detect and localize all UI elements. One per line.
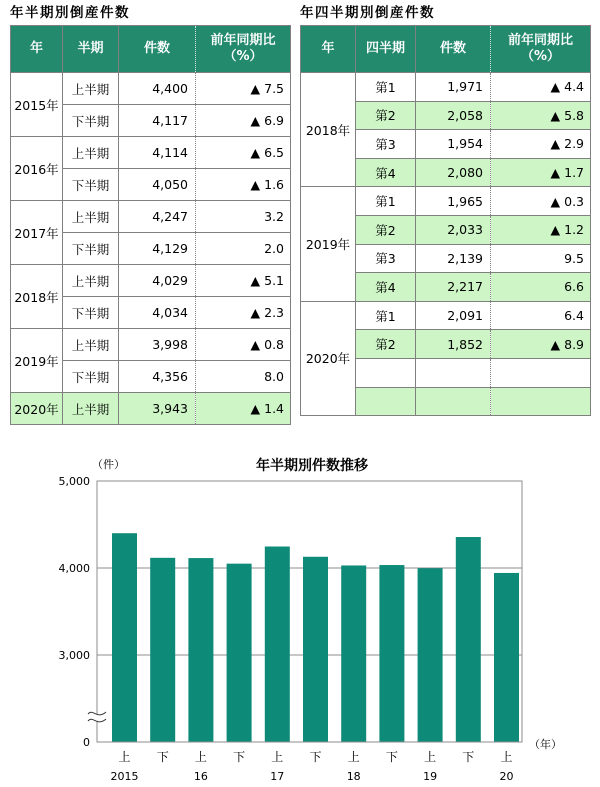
count-cell: 2,080 xyxy=(416,158,491,187)
count-cell: 3,998 xyxy=(119,329,196,361)
x-tick-label: 上 xyxy=(500,750,513,764)
count-cell: 4,356 xyxy=(119,361,196,393)
period-cell-empty xyxy=(356,387,416,416)
header-yoy-unit: （%） xyxy=(520,49,561,64)
x-year-label: 20 xyxy=(499,770,514,783)
period-cell: 上半期 xyxy=(63,73,119,105)
bar-7 xyxy=(341,565,366,742)
count-cell: 1,965 xyxy=(416,187,491,216)
count-cell: 4,050 xyxy=(119,169,196,201)
period-cell: 上半期 xyxy=(63,265,119,297)
count-cell: 2,091 xyxy=(416,301,491,330)
count-cell: 3,943 xyxy=(119,393,196,425)
header-count: 件数 xyxy=(416,26,491,73)
header-row xyxy=(301,26,591,73)
year-cell: 2018年 xyxy=(301,73,356,187)
period-cell: 上半期 xyxy=(63,329,119,361)
header-yoy-label: 前年同期比 xyxy=(507,33,573,48)
year-cell: 2018年 xyxy=(11,265,63,329)
yoy-cell: ▲ 0.3 xyxy=(491,187,591,216)
period-cell: 第3 xyxy=(356,244,416,273)
table-row xyxy=(301,301,591,330)
bar-5 xyxy=(265,547,290,742)
header-period: 四半期 xyxy=(356,26,416,73)
period-cell: 第1 xyxy=(356,301,416,330)
table-row xyxy=(11,137,291,169)
yoy-cell-empty xyxy=(491,358,591,387)
x-tick-label: 上 xyxy=(347,750,360,764)
period-cell: 第2 xyxy=(356,330,416,359)
count-cell: 4,129 xyxy=(119,233,196,265)
header-count: 件数 xyxy=(119,26,196,73)
x-year-label: 17 xyxy=(270,770,285,783)
year-cell: 2016年 xyxy=(11,137,63,201)
yoy-cell: ▲ 1.2 xyxy=(491,215,591,244)
yoy-cell-empty xyxy=(491,387,591,416)
count-cell: 4,114 xyxy=(119,137,196,169)
x-tick-label: 上 xyxy=(271,750,284,764)
period-cell: 下半期 xyxy=(63,169,119,201)
x-year-label: 16 xyxy=(193,770,208,783)
period-cell: 下半期 xyxy=(63,297,119,329)
bar-9 xyxy=(418,568,443,742)
count-cell: 2,058 xyxy=(416,101,491,130)
yoy-cell: 6.4 xyxy=(491,301,591,330)
yoy-cell: ▲ 2.9 xyxy=(491,130,591,159)
yoy-cell: ▲ 7.5 xyxy=(196,73,291,105)
x-year-label: 18 xyxy=(346,770,361,783)
yoy-cell: ▲ 1.7 xyxy=(491,158,591,187)
bar-8 xyxy=(379,565,404,742)
y-axis-unit: （件） xyxy=(92,458,125,471)
period-cell: 上半期 xyxy=(63,393,119,425)
quarter-table-title: 年四半期別倒産件数 xyxy=(300,5,435,21)
year-cell: 2015年 xyxy=(11,73,63,137)
x-tick-label: 下 xyxy=(462,750,475,764)
header-row xyxy=(11,26,291,73)
period-cell: 上半期 xyxy=(63,201,119,233)
header-yoy xyxy=(491,26,591,73)
yoy-cell: ▲ 6.5 xyxy=(196,137,291,169)
bar-3 xyxy=(188,558,213,742)
x-axis-unit: （年） xyxy=(529,738,562,751)
period-cell: 第3 xyxy=(356,130,416,159)
bar-4 xyxy=(227,564,252,742)
table-row xyxy=(11,265,291,297)
year-cell: 2020年 xyxy=(11,393,63,425)
yoy-cell: 9.5 xyxy=(491,244,591,273)
table-row xyxy=(301,187,591,216)
period-cell: 第2 xyxy=(356,215,416,244)
count-cell: 2,217 xyxy=(416,273,491,302)
table-row-latest xyxy=(11,393,291,425)
half-year-bar-chart xyxy=(0,440,600,787)
header-period: 半期 xyxy=(63,26,119,73)
year-cell: 2020年 xyxy=(301,301,356,415)
yoy-cell: 8.0 xyxy=(196,361,291,393)
period-cell: 第2 xyxy=(356,101,416,130)
yoy-cell: 3.2 xyxy=(196,201,291,233)
count-cell: 1,852 xyxy=(416,330,491,359)
year-cell: 2019年 xyxy=(301,187,356,301)
y-tick-label: 0 xyxy=(83,736,90,749)
yoy-cell: ▲ 1.6 xyxy=(196,169,291,201)
y-tick-label: 4,000 xyxy=(58,562,90,575)
count-cell: 4,034 xyxy=(119,297,196,329)
period-cell: 下半期 xyxy=(63,105,119,137)
count-cell: 4,029 xyxy=(119,265,196,297)
x-tick-label: 下 xyxy=(385,750,398,764)
half-table-title: 年半期別倒産件数 xyxy=(10,5,130,21)
x-tick-label: 上 xyxy=(424,750,437,764)
header-yoy xyxy=(196,26,291,73)
yoy-cell: ▲ 4.4 xyxy=(491,73,591,102)
count-cell: 1,971 xyxy=(416,73,491,102)
yoy-cell: ▲ 1.4 xyxy=(196,393,291,425)
bar-6 xyxy=(303,557,328,742)
header-year: 年 xyxy=(11,26,63,73)
period-cell: 第4 xyxy=(356,158,416,187)
x-tick-label: 上 xyxy=(194,750,207,764)
yoy-cell: ▲ 8.9 xyxy=(491,330,591,359)
x-tick-label: 下 xyxy=(156,750,169,764)
period-cell-empty xyxy=(356,358,416,387)
period-cell: 第1 xyxy=(356,187,416,216)
x-tick-label: 上 xyxy=(118,750,131,764)
yoy-cell: ▲ 2.3 xyxy=(196,297,291,329)
period-cell: 下半期 xyxy=(63,361,119,393)
bar-10 xyxy=(456,537,481,742)
yoy-cell: ▲ 6.9 xyxy=(196,105,291,137)
table-row xyxy=(11,73,291,105)
year-cell: 2019年 xyxy=(11,329,63,393)
yoy-cell: 2.0 xyxy=(196,233,291,265)
period-cell: 第1 xyxy=(356,73,416,102)
count-cell: 2,033 xyxy=(416,215,491,244)
header-yoy-unit: （%） xyxy=(223,49,263,64)
bar-11 xyxy=(494,573,519,742)
yoy-cell: ▲ 0.8 xyxy=(196,329,291,361)
period-cell: 上半期 xyxy=(63,137,119,169)
yoy-cell: ▲ 5.8 xyxy=(491,101,591,130)
x-year-label: 19 xyxy=(423,770,438,783)
count-cell: 4,247 xyxy=(119,201,196,233)
year-cell: 2017年 xyxy=(11,201,63,265)
period-cell: 下半期 xyxy=(63,233,119,265)
yoy-cell: ▲ 5.1 xyxy=(196,265,291,297)
x-tick-label: 下 xyxy=(233,750,246,764)
bar-1 xyxy=(112,533,137,742)
count-cell: 4,400 xyxy=(119,73,196,105)
half-year-table xyxy=(10,25,291,425)
count-cell: 4,117 xyxy=(119,105,196,137)
count-cell: 2,139 xyxy=(416,244,491,273)
yoy-cell: 6.6 xyxy=(491,273,591,302)
chart-title: 年半期別件数推移 xyxy=(256,458,368,474)
count-cell: 1,954 xyxy=(416,130,491,159)
quarterly-table xyxy=(300,25,591,416)
header-year: 年 xyxy=(301,26,356,73)
y-tick-label: 5,000 xyxy=(58,475,90,488)
header-yoy-label: 前年同期比 xyxy=(210,33,276,48)
bar-2 xyxy=(150,558,175,742)
table-row xyxy=(301,73,591,102)
count-cell-empty xyxy=(416,358,491,387)
x-year-label: 2015 xyxy=(110,770,139,783)
period-cell: 第4 xyxy=(356,273,416,302)
table-row xyxy=(11,201,291,233)
y-tick-label: 3,000 xyxy=(58,649,90,662)
count-cell-empty xyxy=(416,387,491,416)
x-tick-label: 下 xyxy=(309,750,322,764)
table-row xyxy=(11,329,291,361)
